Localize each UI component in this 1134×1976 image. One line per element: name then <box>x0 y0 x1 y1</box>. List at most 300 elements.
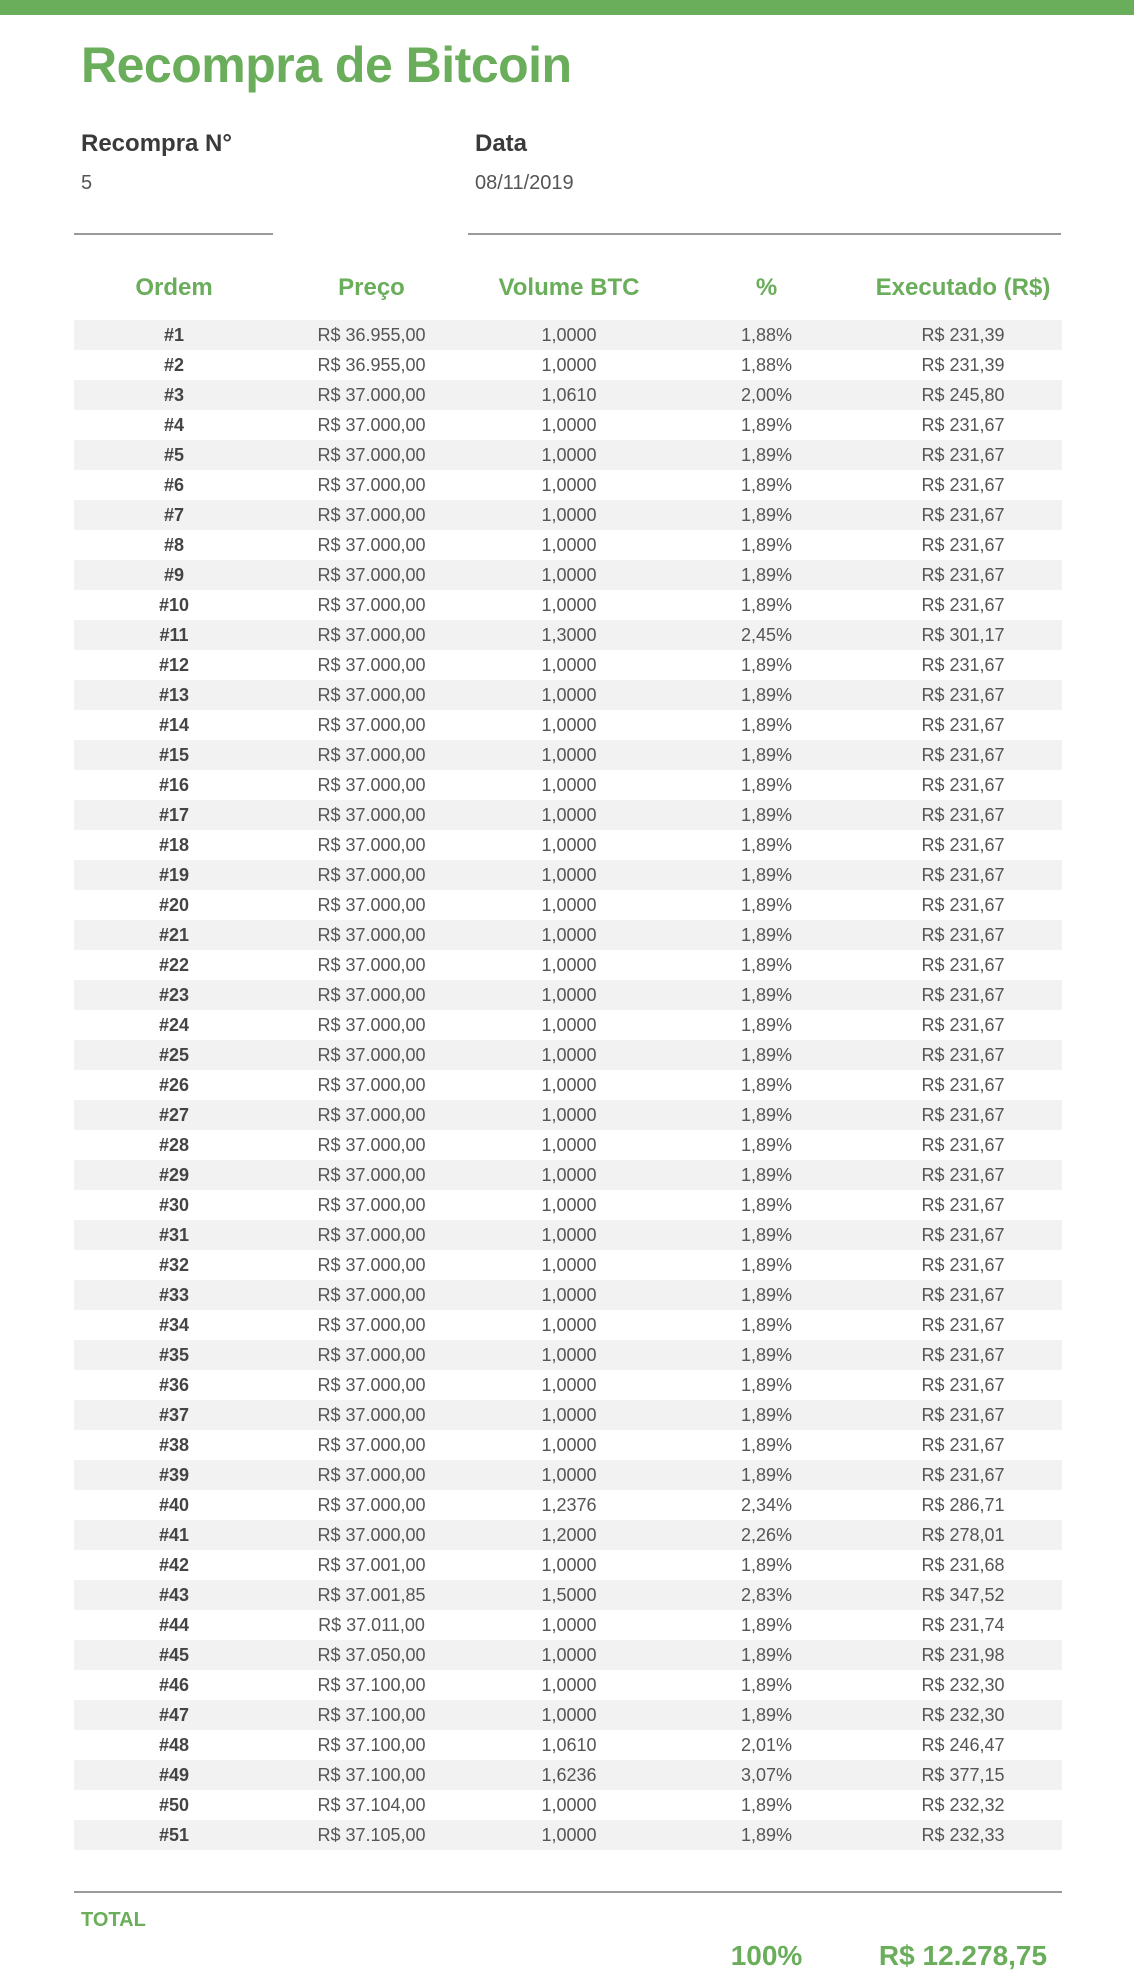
table-row <box>74 770 1062 800</box>
row-ordem: #13 <box>158 684 190 705</box>
row-percent: 1,88% <box>740 354 793 375</box>
row-executado: R$ 377,15 <box>921 1764 1005 1785</box>
row-volume: 1,0000 <box>541 1464 597 1485</box>
row-percent: 1,88% <box>740 324 793 345</box>
table-row <box>74 1550 1062 1580</box>
row-preco: R$ 37.100,00 <box>317 1704 426 1725</box>
table-row <box>74 1190 1062 1220</box>
row-executado: R$ 231,67 <box>921 1074 1005 1095</box>
table-body <box>74 320 1062 1850</box>
row-percent: 1,89% <box>740 1614 793 1635</box>
row-percent: 1,89% <box>740 1314 793 1335</box>
row-volume: 1,0000 <box>541 414 597 435</box>
row-volume: 1,0000 <box>541 1284 597 1305</box>
row-preco: R$ 37.000,00 <box>317 1404 426 1425</box>
row-percent: 1,89% <box>740 1254 793 1275</box>
row-preco: R$ 37.000,00 <box>317 1464 426 1485</box>
row-preco: R$ 37.000,00 <box>317 594 426 615</box>
row-executado: R$ 231,67 <box>921 804 1005 825</box>
row-percent: 1,89% <box>740 954 793 975</box>
table-row <box>74 1430 1062 1460</box>
table-row <box>74 1490 1062 1520</box>
table-row <box>74 1520 1062 1550</box>
data-label: Data <box>475 130 528 157</box>
row-volume: 1,2000 <box>541 1524 597 1545</box>
header-percent: % <box>755 274 778 301</box>
table-row <box>74 320 1062 350</box>
row-executado: R$ 231,67 <box>921 504 1005 525</box>
table-row <box>74 1340 1062 1370</box>
row-ordem: #38 <box>158 1434 190 1455</box>
table-row <box>74 1460 1062 1490</box>
page-title: Recompra de Bitcoin <box>81 37 572 93</box>
row-executado: R$ 231,68 <box>921 1554 1005 1575</box>
table-row <box>74 410 1062 440</box>
table-row <box>74 1730 1062 1760</box>
row-percent: 1,89% <box>740 444 793 465</box>
row-volume: 1,0000 <box>541 654 597 675</box>
row-percent: 1,89% <box>740 1644 793 1665</box>
row-executado: R$ 231,67 <box>921 1134 1005 1155</box>
row-volume: 1,0000 <box>541 1644 597 1665</box>
row-percent: 1,89% <box>740 1074 793 1095</box>
table-row <box>74 1040 1062 1070</box>
table-row <box>74 1250 1062 1280</box>
row-volume: 1,0000 <box>541 1374 597 1395</box>
row-preco: R$ 37.000,00 <box>317 924 426 945</box>
row-executado: R$ 231,67 <box>921 774 1005 795</box>
row-percent: 1,89% <box>740 774 793 795</box>
row-ordem: #19 <box>158 864 190 885</box>
row-volume: 1,0000 <box>541 474 597 495</box>
row-preco: R$ 37.000,00 <box>317 1434 426 1455</box>
total-percent: 100% <box>730 1940 803 1971</box>
row-executado: R$ 231,67 <box>921 414 1005 435</box>
row-volume: 1,0000 <box>541 984 597 1005</box>
row-volume: 1,0000 <box>541 1794 597 1815</box>
row-ordem: #10 <box>158 594 190 615</box>
row-preco: R$ 37.000,00 <box>317 1074 426 1095</box>
table-row <box>74 1100 1062 1130</box>
row-percent: 1,89% <box>740 1704 793 1725</box>
row-ordem: #51 <box>158 1824 190 1845</box>
row-ordem: #18 <box>158 834 190 855</box>
row-ordem: #50 <box>158 1794 190 1815</box>
row-ordem: #17 <box>158 804 190 825</box>
row-preco: R$ 37.000,00 <box>317 714 426 735</box>
row-executado: R$ 231,67 <box>921 1254 1005 1275</box>
row-percent: 1,89% <box>740 894 793 915</box>
row-ordem: #11 <box>159 624 189 645</box>
row-percent: 1,89% <box>740 1554 793 1575</box>
row-ordem: #41 <box>158 1524 190 1545</box>
row-percent: 1,89% <box>740 1824 793 1845</box>
row-volume: 1,0000 <box>541 354 597 375</box>
row-executado: R$ 231,67 <box>921 534 1005 555</box>
table-row <box>74 1640 1062 1670</box>
row-percent: 1,89% <box>740 924 793 945</box>
row-percent: 1,89% <box>740 1794 793 1815</box>
row-executado: R$ 245,80 <box>921 384 1005 405</box>
row-preco: R$ 36.955,00 <box>317 354 426 375</box>
table-row <box>74 1610 1062 1640</box>
row-percent: 1,89% <box>740 414 793 435</box>
row-ordem: #9 <box>163 564 185 585</box>
row-ordem: #39 <box>158 1464 190 1485</box>
row-executado: R$ 232,30 <box>921 1704 1005 1725</box>
row-percent: 1,89% <box>740 1014 793 1035</box>
row-ordem: #28 <box>158 1134 190 1155</box>
row-ordem: #21 <box>158 924 190 945</box>
row-ordem: #23 <box>158 984 190 1005</box>
row-executado: R$ 347,52 <box>921 1584 1005 1605</box>
table-row <box>74 620 1062 650</box>
row-ordem: #14 <box>158 714 190 735</box>
row-preco: R$ 37.000,00 <box>317 1494 426 1515</box>
table-row <box>74 1310 1062 1340</box>
row-executado: R$ 231,67 <box>921 1224 1005 1245</box>
row-executado: R$ 231,67 <box>921 1194 1005 1215</box>
row-volume: 1,0000 <box>541 1824 597 1845</box>
data-value: 08/11/2019 <box>475 172 574 194</box>
row-percent: 1,89% <box>740 534 793 555</box>
row-preco: R$ 37.000,00 <box>317 1044 426 1065</box>
row-ordem: #6 <box>163 474 185 495</box>
row-ordem: #7 <box>163 504 185 525</box>
table-row <box>74 530 1062 560</box>
row-percent: 2,26% <box>740 1524 793 1545</box>
row-executado: R$ 231,67 <box>921 1404 1005 1425</box>
row-preco: R$ 36.955,00 <box>317 324 426 345</box>
table-row <box>74 1760 1062 1790</box>
row-preco: R$ 37.000,00 <box>317 444 426 465</box>
row-preco: R$ 37.000,00 <box>317 864 426 885</box>
row-ordem: #48 <box>158 1734 190 1755</box>
table-row <box>74 560 1062 590</box>
table-row <box>74 890 1062 920</box>
row-executado: R$ 231,67 <box>921 864 1005 885</box>
row-executado: R$ 231,67 <box>921 1344 1005 1365</box>
row-preco: R$ 37.000,00 <box>317 1284 426 1305</box>
row-percent: 2,01% <box>740 1734 793 1755</box>
row-volume: 1,6236 <box>541 1764 597 1785</box>
row-percent: 2,45% <box>740 624 793 645</box>
row-executado: R$ 231,67 <box>921 1314 1005 1335</box>
row-ordem: #37 <box>158 1404 190 1425</box>
row-volume: 1,0000 <box>541 1434 597 1455</box>
row-percent: 1,89% <box>740 1374 793 1395</box>
table-row <box>74 830 1062 860</box>
data-divider <box>468 233 1061 235</box>
recompra-value: 5 <box>81 172 93 194</box>
row-preco: R$ 37.100,00 <box>317 1674 426 1695</box>
row-ordem: #4 <box>163 414 185 435</box>
row-ordem: #27 <box>158 1104 190 1125</box>
row-preco: R$ 37.000,00 <box>317 624 426 645</box>
row-executado: R$ 231,67 <box>921 1044 1005 1065</box>
row-preco: R$ 37.000,00 <box>317 1224 426 1245</box>
row-volume: 1,0000 <box>541 1554 597 1575</box>
table-row <box>74 1160 1062 1190</box>
row-preco: R$ 37.011,00 <box>318 1614 425 1635</box>
table-row <box>74 1280 1062 1310</box>
row-percent: 1,89% <box>740 654 793 675</box>
recompra-divider <box>74 233 273 235</box>
row-ordem: #29 <box>158 1164 190 1185</box>
row-executado: R$ 301,17 <box>921 624 1005 645</box>
table-row <box>74 950 1062 980</box>
row-ordem: #40 <box>158 1494 190 1515</box>
row-preco: R$ 37.000,00 <box>317 1194 426 1215</box>
table-row <box>74 1220 1062 1250</box>
row-executado: R$ 231,67 <box>921 684 1005 705</box>
row-volume: 1,0000 <box>541 894 597 915</box>
row-preco: R$ 37.000,00 <box>317 954 426 975</box>
row-percent: 2,83% <box>740 1584 793 1605</box>
header-preco: Preço <box>338 274 405 301</box>
row-ordem: #32 <box>158 1254 190 1275</box>
row-executado: R$ 231,39 <box>921 354 1005 375</box>
row-preco: R$ 37.000,00 <box>317 1254 426 1275</box>
table-row <box>74 590 1062 620</box>
row-volume: 1,0610 <box>541 1734 597 1755</box>
table-row <box>74 440 1062 470</box>
row-preco: R$ 37.000,00 <box>317 564 426 585</box>
row-volume: 1,0000 <box>541 1344 597 1365</box>
table-row <box>74 1130 1062 1160</box>
table-row <box>74 1370 1062 1400</box>
row-volume: 1,0000 <box>541 1614 597 1635</box>
row-percent: 1,89% <box>740 1464 793 1485</box>
row-preco: R$ 37.000,00 <box>317 1314 426 1335</box>
row-executado: R$ 286,71 <box>921 1494 1005 1515</box>
row-ordem: #42 <box>158 1554 190 1575</box>
row-ordem: #22 <box>158 954 190 975</box>
row-ordem: #47 <box>158 1704 190 1725</box>
header-volume-btc: Volume BTC <box>498 274 640 301</box>
row-ordem: #3 <box>163 384 185 405</box>
row-ordem: #12 <box>158 654 190 675</box>
row-percent: 1,89% <box>740 864 793 885</box>
row-preco: R$ 37.000,00 <box>317 474 426 495</box>
row-executado: R$ 231,67 <box>921 954 1005 975</box>
row-volume: 1,5000 <box>541 1584 597 1605</box>
row-preco: R$ 37.000,00 <box>317 1374 426 1395</box>
row-preco: R$ 37.000,00 <box>317 984 426 1005</box>
row-executado: R$ 232,30 <box>921 1674 1005 1695</box>
row-percent: 2,00% <box>740 384 793 405</box>
table-row <box>74 1580 1062 1610</box>
row-preco: R$ 37.000,00 <box>317 1344 426 1365</box>
table-row <box>74 680 1062 710</box>
row-percent: 1,89% <box>740 1044 793 1065</box>
row-ordem: #8 <box>163 534 185 555</box>
row-executado: R$ 231,67 <box>921 654 1005 675</box>
row-executado: R$ 231,74 <box>921 1614 1005 1635</box>
row-preco: R$ 37.000,00 <box>317 804 426 825</box>
row-ordem: #5 <box>163 444 185 465</box>
row-percent: 1,89% <box>740 684 793 705</box>
row-preco: R$ 37.000,00 <box>317 894 426 915</box>
row-percent: 1,89% <box>740 984 793 1005</box>
row-ordem: #35 <box>158 1344 190 1365</box>
row-volume: 1,0000 <box>541 534 597 555</box>
row-preco: R$ 37.000,00 <box>317 504 426 525</box>
row-percent: 2,34% <box>740 1494 793 1515</box>
row-executado: R$ 278,01 <box>921 1524 1005 1545</box>
row-volume: 1,0000 <box>541 1404 597 1425</box>
table-row <box>74 710 1062 740</box>
table-row <box>74 1820 1062 1850</box>
row-preco: R$ 37.000,00 <box>317 1164 426 1185</box>
table-row <box>74 1790 1062 1820</box>
table-header <box>74 268 1062 308</box>
row-executado: R$ 231,39 <box>921 324 1005 345</box>
row-executado: R$ 246,47 <box>921 1734 1005 1755</box>
header-ordem: Ordem <box>135 274 213 301</box>
row-volume: 1,0000 <box>541 1104 597 1125</box>
row-volume: 1,0000 <box>541 1314 597 1335</box>
table-row <box>74 350 1062 380</box>
top-accent-bar <box>0 0 1134 15</box>
total-amount: R$ 12.278,75 <box>878 1940 1048 1971</box>
header-executado: Executado (R$) <box>875 274 1051 301</box>
row-percent: 1,89% <box>740 474 793 495</box>
row-percent: 1,89% <box>740 1194 793 1215</box>
row-volume: 1,0000 <box>541 834 597 855</box>
total-divider <box>74 1891 1062 1893</box>
row-ordem: #34 <box>158 1314 190 1335</box>
table-row <box>74 980 1062 1010</box>
row-ordem: #45 <box>158 1644 190 1665</box>
row-percent: 1,89% <box>740 744 793 765</box>
row-preco: R$ 37.100,00 <box>317 1734 426 1755</box>
row-executado: R$ 231,98 <box>921 1644 1005 1665</box>
row-preco: R$ 37.000,00 <box>317 834 426 855</box>
row-executado: R$ 231,67 <box>921 1434 1005 1455</box>
row-ordem: #33 <box>158 1284 190 1305</box>
row-volume: 1,0000 <box>541 1224 597 1245</box>
row-volume: 1,0000 <box>541 1194 597 1215</box>
row-preco: R$ 37.000,00 <box>317 414 426 435</box>
row-executado: R$ 231,67 <box>921 1284 1005 1305</box>
row-percent: 1,89% <box>740 1344 793 1365</box>
row-volume: 1,0000 <box>541 324 597 345</box>
row-ordem: #43 <box>158 1584 190 1605</box>
row-ordem: #31 <box>158 1224 190 1245</box>
row-volume: 1,0000 <box>541 1074 597 1095</box>
row-percent: 1,89% <box>740 1674 793 1695</box>
row-volume: 1,0000 <box>541 444 597 465</box>
row-percent: 1,89% <box>740 1164 793 1185</box>
row-percent: 1,89% <box>740 1104 793 1125</box>
row-executado: R$ 232,32 <box>921 1794 1005 1815</box>
row-ordem: #44 <box>158 1614 190 1635</box>
row-volume: 1,0610 <box>541 384 597 405</box>
row-ordem: #15 <box>158 744 190 765</box>
row-percent: 1,89% <box>740 1134 793 1155</box>
row-executado: R$ 231,67 <box>921 474 1005 495</box>
table-row <box>74 920 1062 950</box>
row-volume: 1,0000 <box>541 1164 597 1185</box>
row-volume: 1,0000 <box>541 1134 597 1155</box>
row-preco: R$ 37.000,00 <box>317 534 426 555</box>
row-preco: R$ 37.000,00 <box>317 384 426 405</box>
row-volume: 1,0000 <box>541 714 597 735</box>
row-preco: R$ 37.050,00 <box>317 1644 426 1665</box>
row-percent: 1,89% <box>740 804 793 825</box>
table-row <box>74 740 1062 770</box>
row-preco: R$ 37.000,00 <box>317 744 426 765</box>
table-row <box>74 1010 1062 1040</box>
row-percent: 1,89% <box>740 1284 793 1305</box>
row-preco: R$ 37.105,00 <box>317 1824 426 1845</box>
row-executado: R$ 231,67 <box>921 984 1005 1005</box>
row-preco: R$ 37.000,00 <box>317 684 426 705</box>
row-executado: R$ 232,33 <box>921 1824 1005 1845</box>
row-volume: 1,3000 <box>541 624 597 645</box>
row-volume: 1,0000 <box>541 1704 597 1725</box>
table-row <box>74 470 1062 500</box>
row-volume: 1,0000 <box>541 564 597 585</box>
row-executado: R$ 231,67 <box>921 714 1005 735</box>
recompra-label: Recompra N° <box>81 130 232 157</box>
table-row <box>74 500 1062 530</box>
row-ordem: #30 <box>158 1194 190 1215</box>
row-percent: 1,89% <box>740 714 793 735</box>
row-executado: R$ 231,67 <box>921 1164 1005 1185</box>
row-preco: R$ 37.000,00 <box>317 1134 426 1155</box>
row-preco: R$ 37.000,00 <box>317 1104 426 1125</box>
table-row <box>74 800 1062 830</box>
row-executado: R$ 231,67 <box>921 564 1005 585</box>
table-row <box>74 860 1062 890</box>
row-volume: 1,0000 <box>541 1044 597 1065</box>
row-percent: 1,89% <box>740 1434 793 1455</box>
row-volume: 1,0000 <box>541 954 597 975</box>
total-label: TOTAL <box>81 1909 146 1931</box>
row-volume: 1,0000 <box>541 864 597 885</box>
row-executado: R$ 231,67 <box>921 444 1005 465</box>
row-volume: 1,0000 <box>541 1254 597 1275</box>
row-percent: 1,89% <box>740 504 793 525</box>
row-preco: R$ 37.000,00 <box>317 774 426 795</box>
row-volume: 1,0000 <box>541 684 597 705</box>
row-executado: R$ 231,67 <box>921 1104 1005 1125</box>
row-executado: R$ 231,67 <box>921 594 1005 615</box>
row-percent: 1,89% <box>740 564 793 585</box>
row-executado: R$ 231,67 <box>921 924 1005 945</box>
table-row <box>74 650 1062 680</box>
row-preco: R$ 37.000,00 <box>317 1014 426 1035</box>
row-volume: 1,0000 <box>541 744 597 765</box>
table-row <box>74 1670 1062 1700</box>
row-percent: 1,89% <box>740 1404 793 1425</box>
row-ordem: #46 <box>158 1674 190 1695</box>
row-volume: 1,0000 <box>541 774 597 795</box>
row-percent: 1,89% <box>740 834 793 855</box>
row-volume: 1,0000 <box>541 1014 597 1035</box>
row-preco: R$ 37.100,00 <box>317 1764 426 1785</box>
row-executado: R$ 231,67 <box>921 894 1005 915</box>
row-executado: R$ 231,67 <box>921 834 1005 855</box>
row-volume: 1,0000 <box>541 504 597 525</box>
row-ordem: #25 <box>158 1044 190 1065</box>
row-ordem: #26 <box>158 1074 190 1095</box>
row-preco: R$ 37.001,00 <box>317 1554 426 1575</box>
row-ordem: #1 <box>163 324 185 345</box>
row-executado: R$ 231,67 <box>921 1374 1005 1395</box>
